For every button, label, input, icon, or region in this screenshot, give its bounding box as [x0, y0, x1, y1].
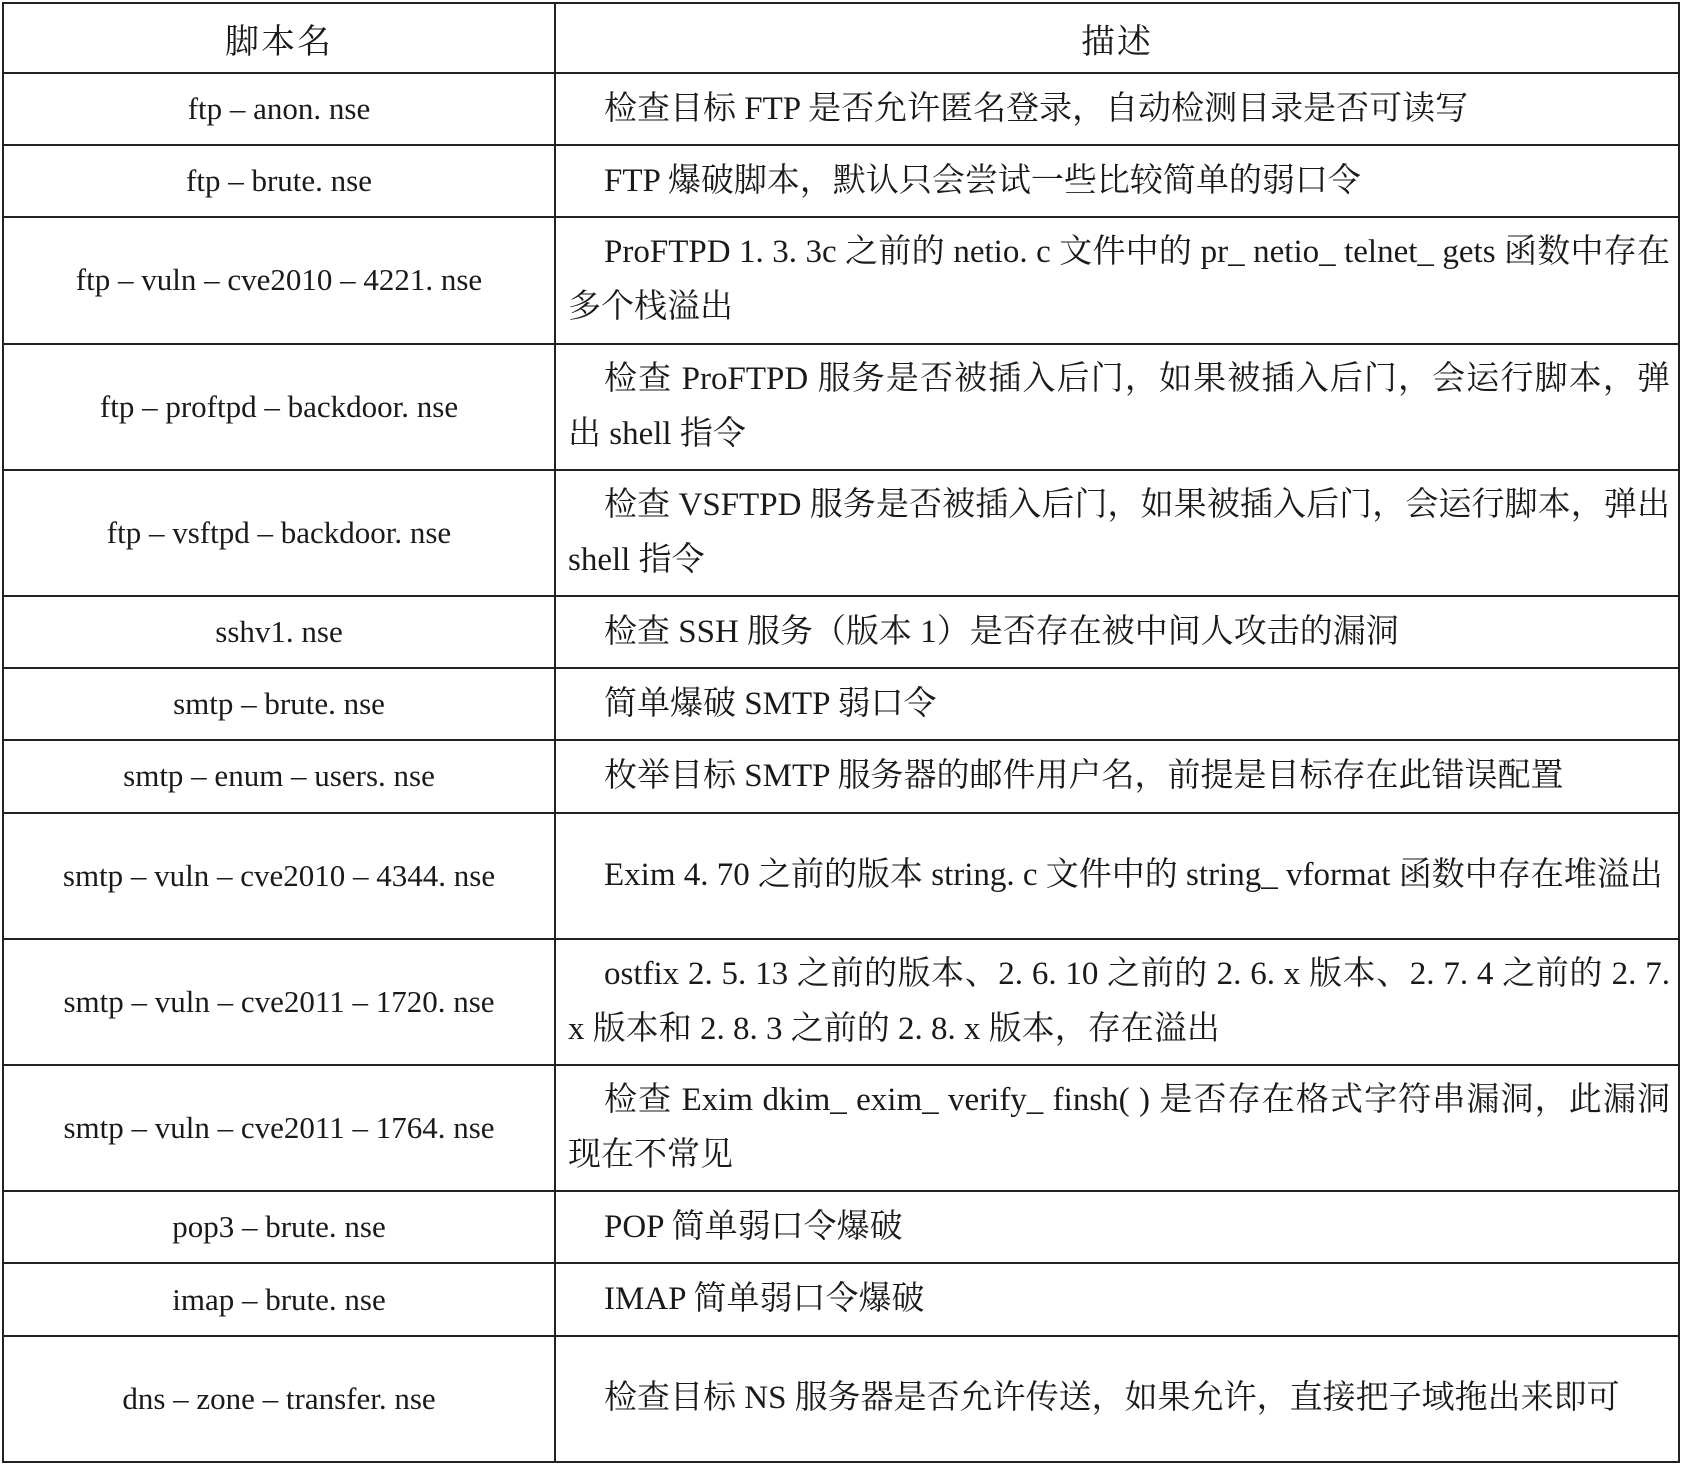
description-cell	[555, 1336, 1679, 1462]
description-text: 简单爆破 SMTP 弱口令	[604, 685, 937, 722]
nse-script-table	[2, 2, 1680, 1463]
description-cell	[555, 740, 1679, 812]
description-cell	[555, 668, 1679, 740]
description-cell	[555, 470, 1679, 596]
table-row	[3, 939, 1679, 1065]
description-cell	[555, 596, 1679, 668]
script-name-cell: ftp – vsftpd – backdoor. nse	[3, 470, 555, 596]
header-description: 描述	[555, 3, 1679, 73]
script-name-cell: ftp – anon. nse	[3, 73, 555, 145]
table-row	[3, 344, 1679, 470]
description-cell	[555, 939, 1679, 1065]
description-text: IMAP 简单弱口令爆破	[604, 1281, 925, 1317]
script-name-cell: smtp – enum – users. nse	[3, 740, 555, 812]
script-name-cell: ftp – brute. nse	[3, 145, 555, 217]
description-cell	[555, 145, 1679, 217]
script-name-cell: smtp – vuln – cve2011 – 1720. nse	[3, 939, 555, 1065]
table-row	[3, 668, 1679, 740]
description-text: 检查 ProFTPD 服务是否被插入后门，如果被插入后门，会运行脚本，弹出 shell 指令	[568, 360, 1670, 452]
table-header-row	[3, 3, 1679, 73]
description-cell	[555, 344, 1679, 470]
table-row	[3, 217, 1679, 343]
script-name-cell: smtp – vuln – cve2010 – 4344. nse	[3, 813, 555, 939]
script-name-cell: smtp – vuln – cve2011 – 1764. nse	[3, 1065, 555, 1191]
description-text: ostfix 2. 5. 13 之前的版本、2. 6. 10 之前的 2. 6. x 版本、2. 7. 4 之前的 2. 7. x 版本和 2. 8. 3 之前的 2. 8. x 版本，存在溢出	[568, 955, 1670, 1047]
table-row	[3, 813, 1679, 939]
description-cell	[555, 1191, 1679, 1263]
script-name-cell: dns – zone – transfer. nse	[3, 1336, 555, 1462]
table-row	[3, 1263, 1679, 1335]
description-text: POP 简单弱口令爆破	[604, 1208, 903, 1245]
description-text: ProFTPD 1. 3. 3c 之前的 netio. c 文件中的 pr_ netio_ telnet_ gets 函数中存在多个栈溢出	[568, 234, 1670, 326]
table-row	[3, 1065, 1679, 1191]
description-text: 检查 Exim dkim_ exim_ verify_ finsh( ) 是否存在格式字符串漏洞，此漏洞现在不常见	[568, 1082, 1670, 1174]
description-cell	[555, 73, 1679, 145]
table-row	[3, 1336, 1679, 1462]
script-name-cell: ftp – proftpd – backdoor. nse	[3, 344, 555, 470]
description-text: Exim 4. 70 之前的版本 string. c 文件中的 string_ vformat 函数中存在堆溢出	[604, 857, 1663, 894]
table-row	[3, 145, 1679, 217]
script-name-cell: imap – brute. nse	[3, 1263, 555, 1335]
table-row	[3, 73, 1679, 145]
description-cell	[555, 1263, 1679, 1335]
description-cell	[555, 813, 1679, 939]
description-cell	[555, 1065, 1679, 1191]
description-text: 检查 SSH 服务（版本 1）是否存在被中间人攻击的漏洞	[604, 613, 1399, 650]
table-row	[3, 1191, 1679, 1263]
header-script-name: 脚本名	[3, 3, 555, 73]
table-row	[3, 740, 1679, 812]
script-name-cell: sshv1. nse	[3, 596, 555, 668]
script-name-cell: smtp – brute. nse	[3, 668, 555, 740]
script-name-cell: ftp – vuln – cve2010 – 4221. nse	[3, 217, 555, 343]
table-row	[3, 596, 1679, 668]
description-text: 检查目标 NS 服务器是否允许传送，如果允许，直接把子域拖出来即可	[604, 1380, 1620, 1417]
description-text: 枚举目标 SMTP 服务器的邮件用户名，前提是目标存在此错误配置	[604, 757, 1564, 794]
description-text: FTP 爆破脚本，默认只会尝试一些比较简单的弱口令	[604, 162, 1361, 199]
description-cell	[555, 217, 1679, 343]
script-name-cell: pop3 – brute. nse	[3, 1191, 555, 1263]
table-row	[3, 470, 1679, 596]
description-text: 检查 VSFTPD 服务是否被插入后门，如果被插入后门，会运行脚本，弹出 shell 指令	[568, 486, 1670, 578]
description-text: 检查目标 FTP 是否允许匿名登录，自动检测目录是否可读写	[604, 90, 1469, 127]
